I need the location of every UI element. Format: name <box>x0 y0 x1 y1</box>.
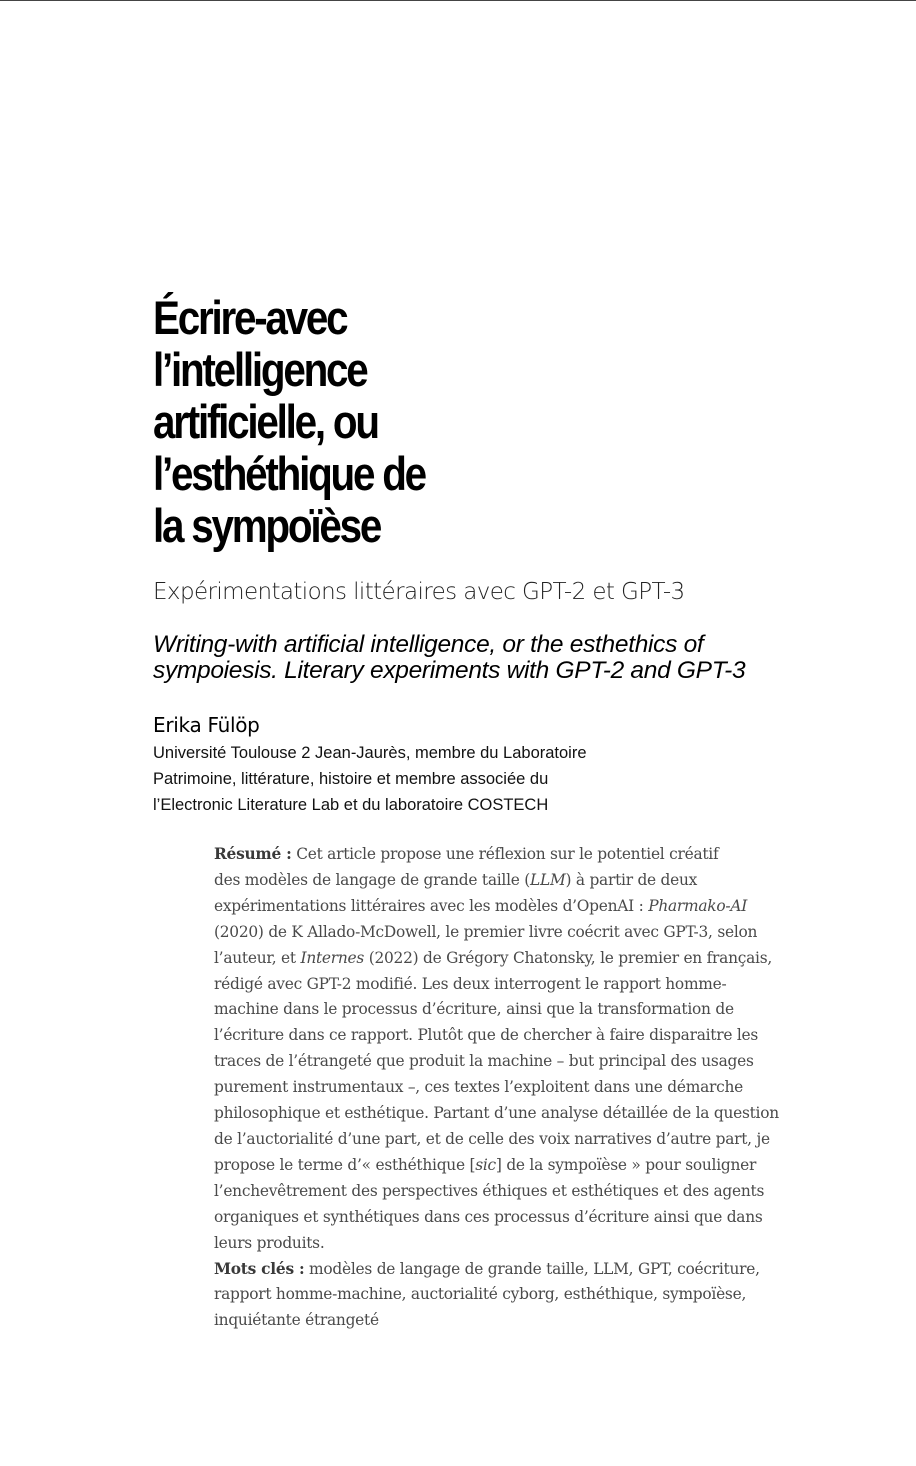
abstract-line: de l’auctorialité d’une part, et de celle des voix narratives d’autre part, je <box>214 1129 770 1148</box>
top-rule <box>0 0 916 1</box>
abstract-line: l’enchevêtrement des perspectives éthiques et esthétiques et des agents <box>214 1181 765 1200</box>
title-line: l’intelligence <box>153 343 367 396</box>
title-line: Écrire-avec <box>153 291 347 344</box>
abstract-line: l’auteur, et Internes (2022) de Grégory Chatonsky, le premier en français, <box>214 948 773 967</box>
abstract-block <box>214 842 814 1334</box>
title-line: la sympoïèse <box>153 499 381 552</box>
english-title <box>153 632 745 684</box>
abstract-line: expérimentations littéraires avec les modèles d’OpenAI : Pharmako-AI <box>214 896 748 915</box>
keywords-line: inquiétante étrangeté <box>214 1311 379 1330</box>
abstract-line: leurs produits. <box>214 1233 325 1252</box>
english-title-line: sympoiesis. Literary experiments with GPT-2 and GPT-3 <box>153 657 746 684</box>
abstract-line: rédigé avec GPT-2 modifié. Les deux interrogent le rapport homme- <box>214 974 727 993</box>
abstract-line: l’écriture dans ce rapport. Plutôt que de chercher à faire disparaitre les <box>214 1026 759 1045</box>
abstract-line: (2020) de K Allado-McDowell, le premier livre coécrit avec GPT-3, selon <box>214 922 758 941</box>
english-title-line: Writing-with artificial intelligence, or the esthethics of <box>153 631 704 658</box>
abstract-line: des modèles de langage de grande taille (LLM) à partir de deux <box>214 870 698 889</box>
article-title <box>153 292 514 552</box>
keywords-label: Mots clés : <box>214 1259 305 1278</box>
affiliation-line: Patrimoine, littérature, histoire et membre associée du <box>153 770 549 788</box>
affiliation-line: Université Toulouse 2 Jean-Jaurès, membre du Laboratoire <box>153 744 587 762</box>
abstract-line: organiques et synthétiques dans ces processus d’écriture ainsi que dans <box>214 1207 763 1226</box>
author-affiliation <box>153 740 587 818</box>
affiliation-line: l’Electronic Literature Lab et du laboratoire COSTECH <box>153 796 549 814</box>
abstract-label: Résumé : <box>214 845 292 863</box>
abstract-line: philosophique et esthétique. Partant d’une analyse détaillée de la question <box>214 1104 779 1123</box>
author-name: Erika Fülöp <box>153 713 260 737</box>
abstract-line: purement instrumentaux –, ces textes l’exploitent dans une démarche <box>214 1078 744 1097</box>
title-line: artificielle, ou <box>153 395 378 448</box>
keywords-line: Mots clés : modèles de langage de grande taille, LLM, GPT, coécriture, <box>214 1259 760 1278</box>
abstract-line: propose le terme d’« esthéthique [sic] de la sympoïèse » pour souligner <box>214 1155 757 1174</box>
abstract-line: traces de l’étrangeté que produit la machine – but principal des usages <box>214 1052 754 1071</box>
article-subtitle: Expérimentations littéraires avec GPT-2 et GPT-3 <box>153 579 685 605</box>
keywords-line: rapport homme-machine, auctorialité cyborg, esthéthique, sympoïèse, <box>214 1285 747 1304</box>
abstract-line: machine dans le processus d’écriture, ainsi que la transformation de <box>214 1000 734 1019</box>
title-line: l’esthéthique de <box>153 447 425 500</box>
abstract-line: Résumé : Cet article propose une réflexion sur le potentiel créatif <box>214 845 719 863</box>
